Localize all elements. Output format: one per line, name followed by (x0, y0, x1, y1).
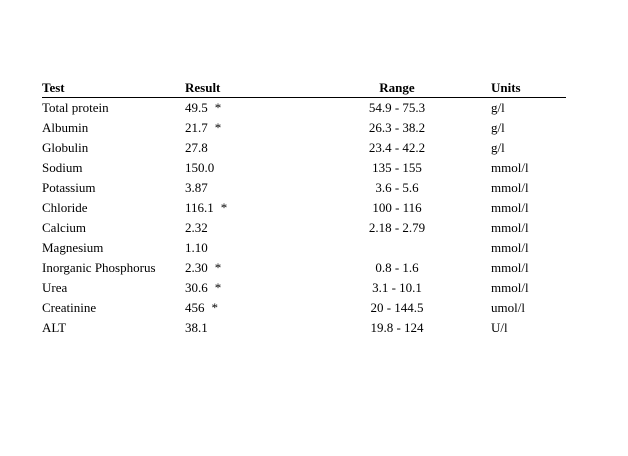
test-name-cell-value: Urea (42, 280, 68, 295)
units-cell-value: mmol/l (491, 280, 529, 295)
units-cell-value: mmol/l (491, 240, 529, 255)
result-cell (185, 280, 353, 296)
abnormal-flag: * (214, 280, 222, 295)
units-cell (491, 180, 566, 196)
units-cell-value: g/l (491, 120, 505, 135)
result-cell-value: 456 (185, 300, 205, 315)
range-cell (353, 160, 441, 176)
test-name-cell (42, 140, 185, 156)
test-name-cell (42, 100, 185, 116)
result-cell (185, 260, 353, 276)
result-cell-value: 1.10 (185, 240, 208, 255)
table-body (42, 98, 566, 338)
range-cell (353, 320, 441, 336)
abnormal-flag: * (220, 200, 228, 215)
test-name-cell-value: Albumin (42, 120, 89, 135)
units-cell (491, 240, 566, 256)
test-name-cell (42, 280, 185, 296)
units-cell-value: mmol/l (491, 200, 529, 215)
units-cell-value: g/l (491, 140, 505, 155)
table-row (42, 258, 566, 278)
result-cell (185, 220, 353, 236)
units-cell (491, 120, 566, 136)
range-cell (353, 200, 441, 216)
test-name-cell-value: Globulin (42, 140, 89, 155)
range-cell-value: 54.9 - 75.3 (368, 100, 426, 115)
test-name-cell (42, 200, 185, 216)
result-cell-value: 27.8 (185, 140, 208, 155)
units-cell-value: U/l (491, 320, 508, 335)
test-name-cell-value: Creatinine (42, 300, 97, 315)
units-cell (491, 140, 566, 156)
abnormal-flag: * (214, 100, 222, 115)
units-cell-value: umol/l (491, 300, 525, 315)
table-row (42, 118, 566, 138)
test-name-cell-value: Potassium (42, 180, 96, 195)
test-name-cell (42, 120, 185, 136)
units-cell-value: g/l (491, 100, 505, 115)
table-row (42, 238, 566, 258)
result-cell-value: 2.30 (185, 260, 208, 275)
table-row (42, 138, 566, 158)
table-row (42, 158, 566, 178)
result-cell (185, 200, 353, 216)
result-cell (185, 320, 353, 336)
range-cell (353, 260, 441, 276)
result-cell-value: 150.0 (185, 160, 215, 175)
range-cell (353, 180, 441, 196)
test-name-cell (42, 240, 185, 256)
test-name-cell (42, 300, 185, 316)
result-cell (185, 120, 353, 136)
range-cell-value: 19.8 - 124 (370, 320, 424, 335)
test-name-cell-value: Sodium (42, 160, 83, 175)
range-cell (353, 100, 441, 116)
range-cell-value: 3.6 - 5.6 (375, 180, 419, 195)
abnormal-flag: * (214, 120, 222, 135)
result-cell-value: 49.5 (185, 100, 208, 115)
result-cell-value: 3.87 (185, 180, 208, 195)
range-cell (353, 220, 441, 236)
table-header (42, 78, 566, 98)
test-name-cell-value: Calcium (42, 220, 87, 235)
range-cell (353, 140, 441, 156)
table-row (42, 98, 566, 118)
units-cell (491, 260, 566, 276)
test-name-cell (42, 160, 185, 176)
units-cell (491, 300, 566, 316)
range-cell-value: 135 - 155 (372, 160, 422, 175)
units-cell (491, 220, 566, 236)
result-cell (185, 240, 353, 256)
test-name-cell-value: ALT (42, 320, 67, 335)
abnormal-flag: * (214, 260, 222, 275)
test-name-cell-value: Chloride (42, 200, 88, 215)
test-name-cell-value: Magnesium (42, 240, 104, 255)
test-name-cell (42, 260, 185, 276)
test-name-cell (42, 220, 185, 236)
header-test: Test (42, 79, 65, 95)
table-row (42, 218, 566, 238)
range-cell-value: 100 - 116 (372, 200, 422, 215)
range-cell-value: 26.3 - 38.2 (368, 120, 426, 135)
result-cell (185, 300, 353, 316)
units-cell (491, 160, 566, 176)
range-cell (353, 120, 441, 136)
test-name-cell (42, 180, 185, 196)
table-row (42, 318, 566, 338)
table-row (42, 198, 566, 218)
units-cell-value: mmol/l (491, 260, 529, 275)
result-cell-value: 38.1 (185, 320, 208, 335)
header-result: Result (185, 79, 221, 95)
range-cell-value: 23.4 - 42.2 (368, 140, 426, 155)
result-cell (185, 160, 353, 176)
result-cell (185, 100, 353, 116)
units-cell-value: mmol/l (491, 220, 529, 235)
range-cell-value: 2.18 - 2.79 (368, 220, 426, 235)
result-cell-value: 21.7 (185, 120, 208, 135)
test-name-cell-value: Inorganic Phosphorus (42, 260, 156, 275)
result-cell (185, 180, 353, 196)
lab-results-table (42, 78, 566, 338)
result-cell (185, 140, 353, 156)
range-cell (353, 280, 441, 296)
range-cell-value: 20 - 144.5 (370, 300, 424, 315)
result-cell-value: 116.1 (185, 200, 214, 215)
result-cell-value: 30.6 (185, 280, 208, 295)
units-cell-value: mmol/l (491, 180, 529, 195)
range-cell-value: 3.1 - 10.1 (372, 280, 422, 295)
units-cell-value: mmol/l (491, 160, 529, 175)
range-cell (353, 300, 441, 316)
units-cell (491, 200, 566, 216)
units-cell (491, 100, 566, 116)
table-row (42, 298, 566, 318)
header-range: Range (379, 79, 415, 95)
abnormal-flag: * (211, 300, 218, 315)
test-name-cell (42, 320, 185, 336)
header-units: Units (491, 79, 521, 95)
table-row (42, 178, 566, 198)
result-cell-value: 2.32 (185, 220, 208, 235)
test-name-cell-value: Total protein (42, 100, 109, 115)
units-cell (491, 320, 566, 336)
units-cell (491, 280, 566, 296)
range-cell-value: 0.8 - 1.6 (375, 260, 419, 275)
table-row (42, 278, 566, 298)
